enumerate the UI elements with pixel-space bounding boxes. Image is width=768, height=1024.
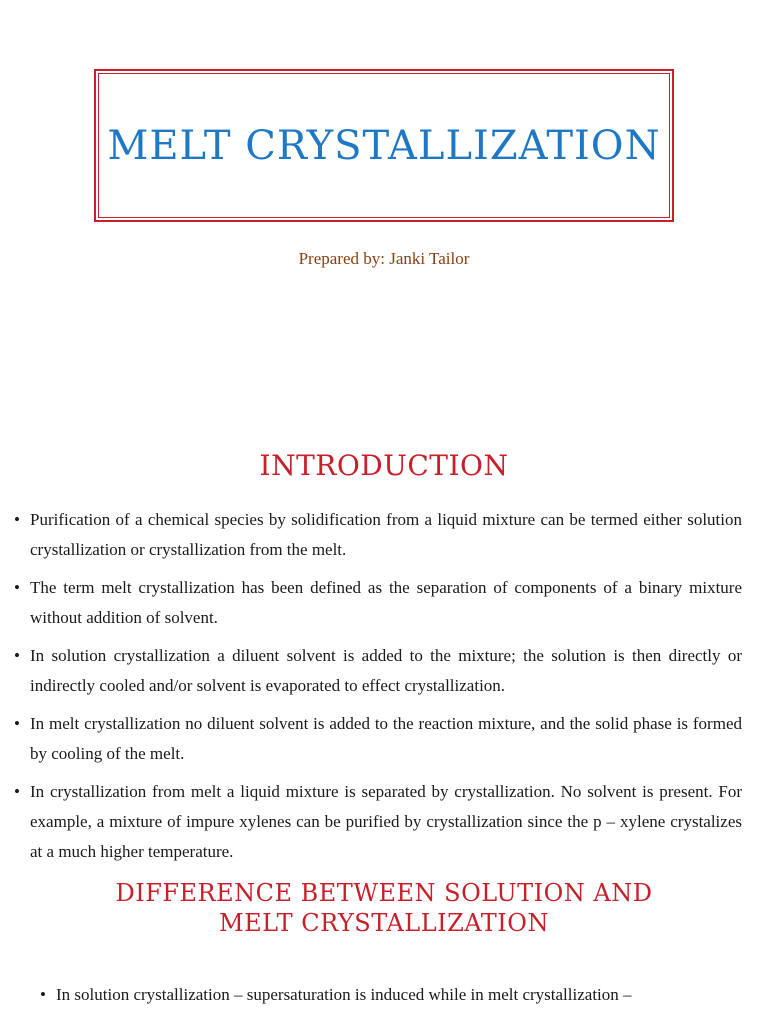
list-item: • The term melt crystallization has been defined as the separation of components of a binary mixture without addition of solvent.	[14, 573, 742, 633]
list-item: • Purification of a chemical species by solidification from a liquid mixture can be termed either solution crystallization or crystallization from the melt.	[14, 505, 742, 565]
list-item: • In crystallization from melt a liquid mixture is separated by crystallization. No solvent is present. For example, a mixture of impure xylenes can be purified by crystallization since the p – xylene crystalizes at a much higher temperature.	[14, 777, 742, 867]
list-item: • In melt crystallization no diluent solvent is added to the reaction mixture, and the solid phase is formed by cooling of the melt.	[14, 709, 742, 769]
list-item: • In solution crystallization – supersaturation is induced while in melt crystallization –	[40, 980, 740, 1010]
difference-bullet-list	[40, 980, 740, 1010]
difference-heading: DIFFERENCE BETWEEN SOLUTION AND MELT CRYSTALLIZATION	[115, 879, 653, 937]
introduction-heading: INTRODUCTION	[259, 449, 509, 482]
title-box	[94, 69, 674, 222]
slide-title: MELT CRYSTALLIZATION	[107, 122, 661, 169]
list-item: • In solution crystallization a diluent solvent is added to the mixture; the solution is then directly or indirectly cooled and/or solvent is evaporated to effect crystallization.	[14, 641, 742, 701]
prepared-by: Prepared by: Janki Tailor	[298, 249, 470, 268]
introduction-bullet-list	[14, 505, 742, 875]
